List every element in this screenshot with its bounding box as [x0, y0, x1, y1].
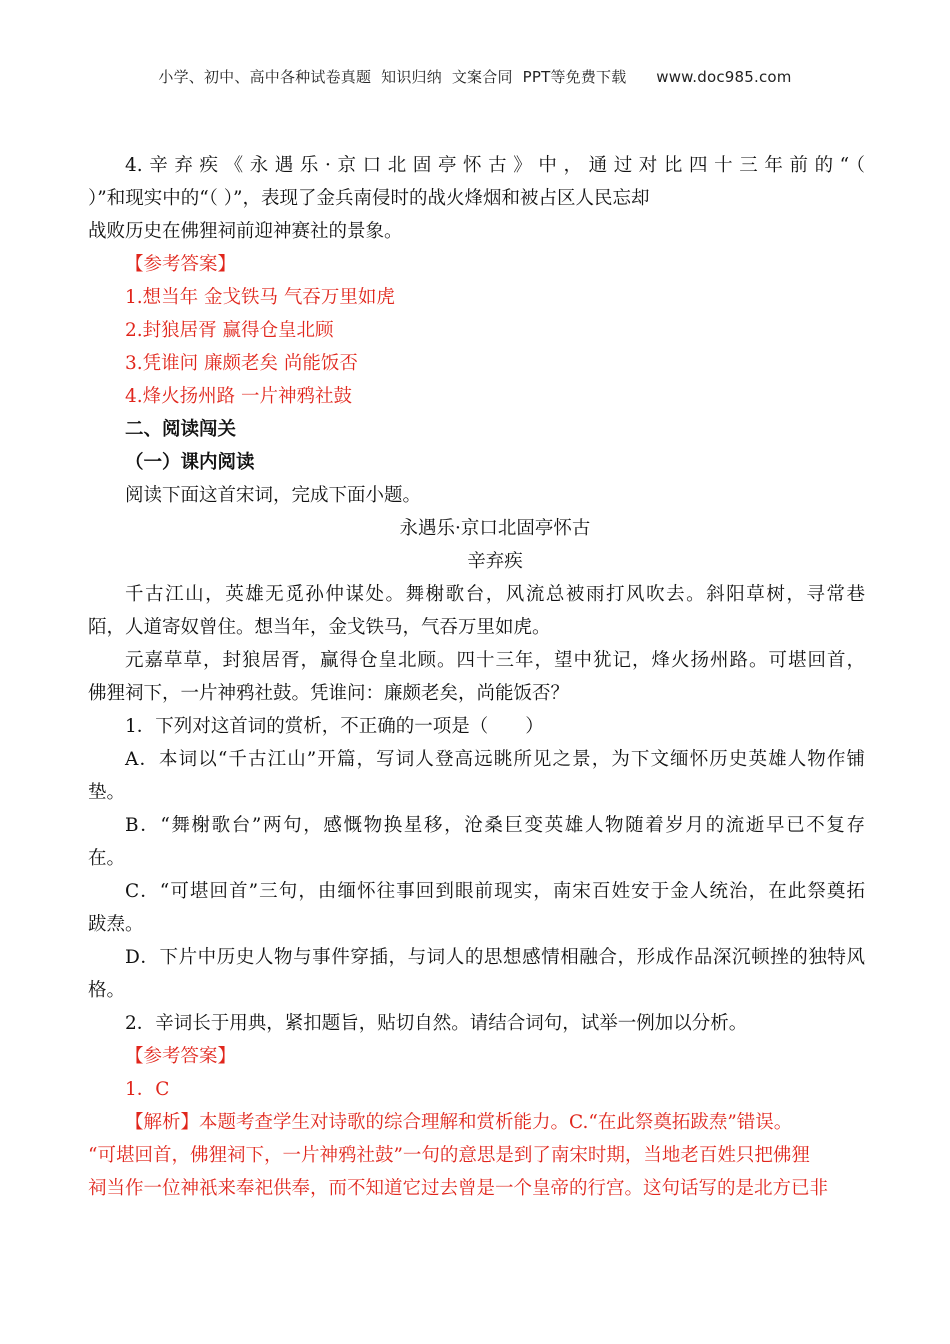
poem-title: 永遇乐·京口北固亭怀古 — [399, 518, 591, 539]
section-subtitle: （一）课内阅读 — [125, 452, 255, 473]
answer-2-item-1: 1．C — [125, 1079, 170, 1100]
option-a-line-1: A．本词以“千古江山”开篇，写词人登高远眺所见之景，为下文缅怀历史英雄人物作铺 — [125, 749, 865, 770]
option-a-line-2: 垫。 — [88, 782, 126, 803]
question-4-line-3: 战败历史在佛狸祠前迎神赛社的景象。 — [88, 221, 403, 242]
option-b-line-2: 在。 — [88, 848, 126, 869]
question-4-line-1: 4.辛弃疾《永遇乐·京口北固亭怀古》中，通过对比四十三年前的“（ — [125, 155, 865, 176]
analysis-line-1: 【解析】本题考查学生对诗歌的综合理解和赏析能力。C.“在此祭奠拓跋焘”错误。 — [125, 1112, 793, 1133]
answer-item-3: 3.凭谁问 廉颇老矣 尚能饭否 — [125, 353, 358, 374]
option-b-line-1: B．“舞榭歌台”两句，感慨物换星移，沧桑巨变英雄人物随着岁月的流逝早已不复存 — [125, 815, 865, 836]
poem-stanza-2-line-1: 元嘉草草，封狼居胥，赢得仓皇北顾。四十三年，望中犹记，烽火扬州路。可堪回首， — [125, 650, 865, 671]
analysis-line-3: 祠当作一位神祇来奉祀供奉，而不知道它过去曾是一个皇帝的行宫。这句话写的是北方已非 — [88, 1178, 829, 1199]
answer-item-2: 2.封狼居胥 赢得仓皇北顾 — [125, 320, 334, 341]
option-c-line-1: C．“可堪回首”三句，由缅怀往事回到眼前现实，南宋百姓安于金人统治，在此祭奠拓 — [125, 881, 865, 902]
section-instruction: 阅读下面这首宋词，完成下面小题。 — [125, 485, 422, 506]
answer-heading: 【参考答案】 — [125, 254, 237, 275]
poem-author: 辛弃疾 — [467, 551, 523, 572]
answer-item-1: 1.想当年 金戈铁马 气吞万里如虎 — [125, 287, 395, 308]
question-2-stem: 2．辛词长于用典，紧扣题旨，贴切自然。请结合词句，试举一例加以分析。 — [125, 1013, 748, 1034]
poem-stanza-1-line-2: 陌，人道寄奴曾住。想当年，金戈铁马，气吞万里如虎。 — [88, 617, 551, 638]
answer-item-4: 4.烽火扬州路 一片神鸦社鼓 — [125, 386, 353, 407]
page-header: 小学、初中、高中各种试卷真题 知识归纳 文案合同 PPT等免费下载 www.doc985.com — [158, 68, 792, 86]
poem-stanza-2-line-2: 佛狸祠下，一片神鸦社鼓。凭谁问：廉颇老矣，尚能饭否？ — [88, 683, 570, 704]
question-1-stem: 1．下列对这首词的赏析，不正确的一项是（ ） — [125, 716, 544, 737]
poem-stanza-1-line-1: 千古江山，英雄无觅孙仲谋处。舞榭歌台，风流总被雨打风吹去。斜阳草树，寻常巷 — [125, 584, 865, 605]
option-d-line-2: 格。 — [88, 980, 126, 1001]
option-c-line-2: 跋焘。 — [88, 914, 144, 935]
answer-2-heading: 【参考答案】 — [125, 1046, 237, 1067]
analysis-line-2: “可堪回首，佛狸祠下，一片神鸦社鼓”一句的意思是到了南宋时期，当地老百姓只把佛狸 — [88, 1145, 810, 1166]
section-title: 二、阅读闯关 — [125, 419, 237, 440]
option-d-line-1: D．下片中历史人物与事件穿插，与词人的思想感情相融合，形成作品深沉顿挫的独特风 — [125, 947, 865, 968]
question-4-line-2: ）”和现实中的“（ ）”，表现了金兵南侵时的战火烽烟和被占区人民忘却 — [88, 188, 650, 209]
